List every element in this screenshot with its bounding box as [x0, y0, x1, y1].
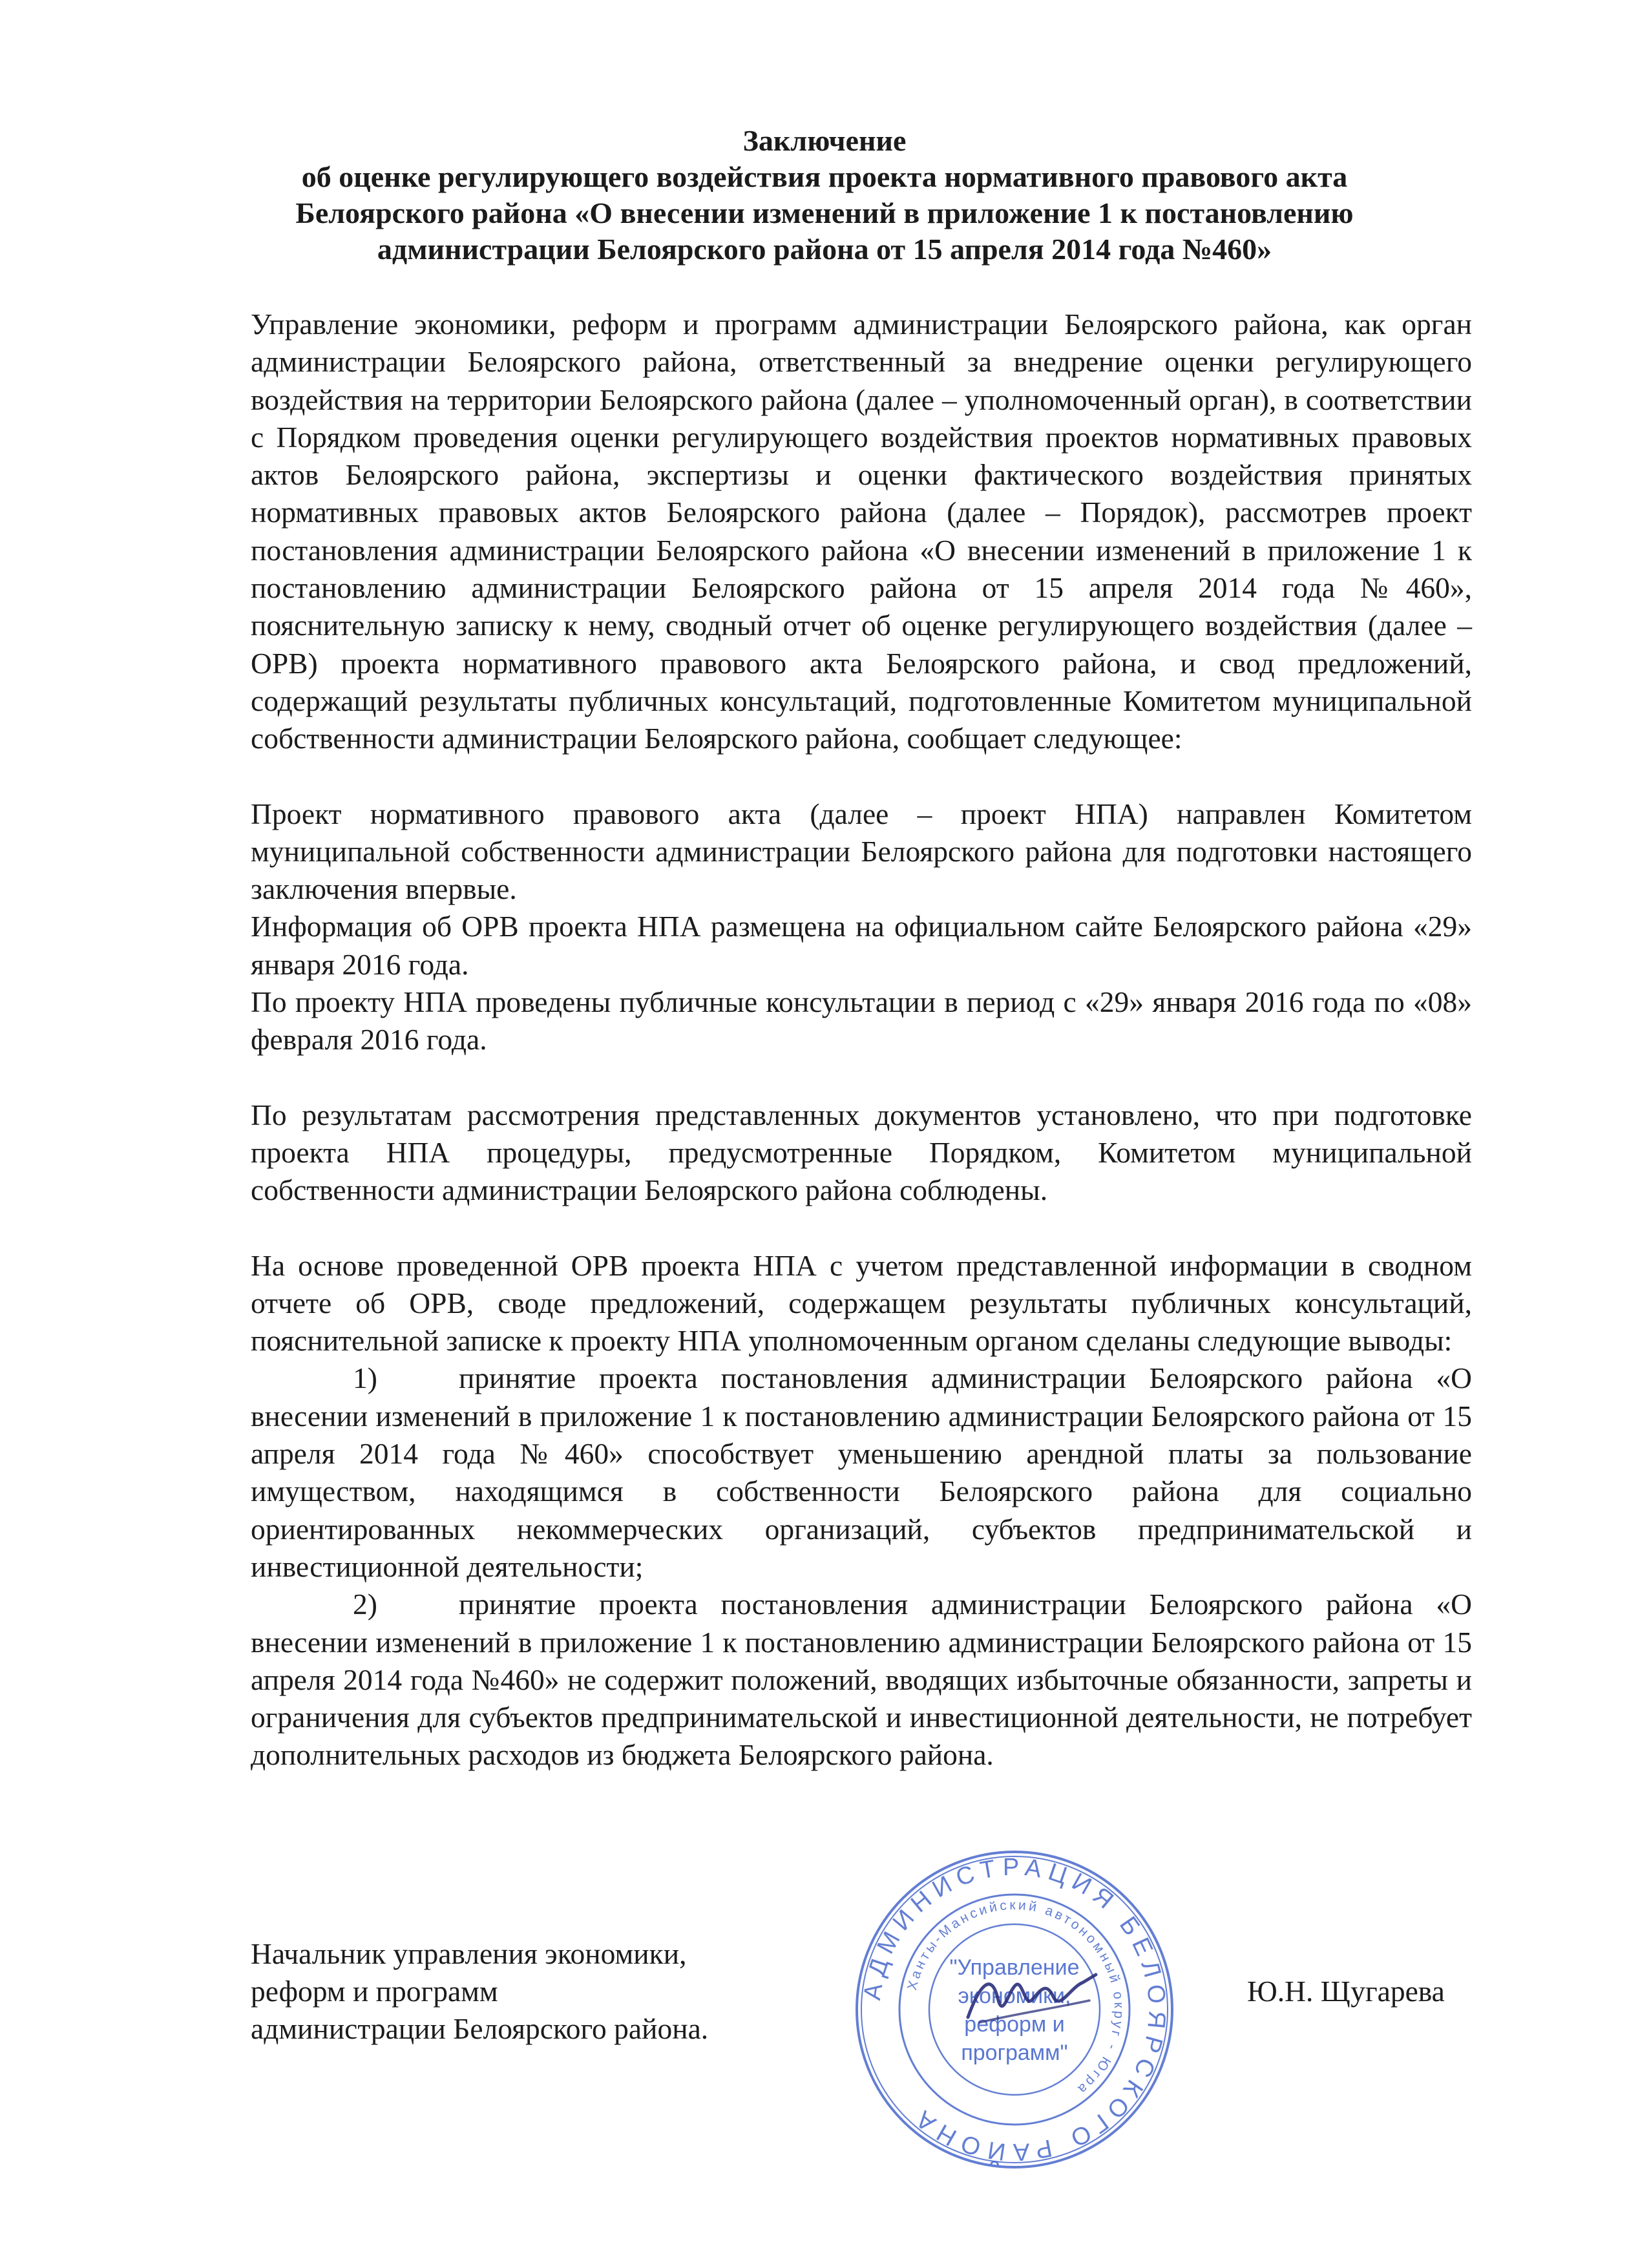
stamp-center-line: реформ и: [964, 2012, 1065, 2037]
title-line-2: об оценке регулирующего воздействия проекта нормативного правового акта: [301, 160, 1348, 193]
document-title: [0, 123, 1649, 268]
official-stamp: [853, 1848, 1176, 2171]
conclusion-text: принятие проекта постановления администрации Белоярского района «О внесении изменений в приложение 1 к постановлению администрации Белоярского района от 15 апреля 2014 года №460» способствует уменьшению арендной платы за пользование имуществом, находящимся в собственности Белоярского района для социально ориентированных некоммерческих организаций, субъектов предпринимательской и инвестиционной деятельности;: [251, 1361, 1472, 1583]
signer-position-line: Начальник управления экономики,: [251, 1937, 687, 1970]
stamp-outer-text: АДМИНИСТРАЦИЯ БЕЛОЯРСКОГО РАЙОНА: [858, 1853, 1171, 2166]
paragraph-intro: Управление экономики, реформ и программ администрации Белоярского района, как орган администрации Белоярского района, ответственный за внедрение оценки регулирующего воздействия на территории Белоярского района (далее – уполномоченный орган), в соответствии с Порядком проведения оценки регулирующего воздействия проектов нормативных правовых актов Белоярского района, экспертизы и оценки фактического воздействия принятых нормативных правовых актов Белоярского района (далее – Порядок), рассмотрев проект постановления администрации Белоярского района «О внесении изменений в приложение 1 к постановлению администрации Белоярского района от 15 апреля 2014 года №460», пояснительную записку к нему, сводный отчет об оценке регулирующего воздействия (далее – ОРВ) проекта нормативного правового акта Белоярского района, и свод предложений, содержащий результаты публичных консультаций, подготовленные Комитетом муниципальной собственности администрации Белоярского района, сообщает следующее:: [251, 308, 1472, 755]
stamp-inner-ring-text: Ханты-Мансийский автономный округ - Югра: [905, 1897, 1127, 2099]
title-heading: Заключение: [742, 124, 907, 157]
stamp-center-line: экономики,: [958, 1984, 1071, 2008]
signer-name: Ю.Н. Щугарева: [1247, 1975, 1445, 2008]
paragraph-conclusions-intro: На основе проведенной ОРВ проекта НПА с учетом представленной информации в сводном отчете об ОРВ, своде предложений, содержащем результаты публичных консультаций, пояснительной записке к проекту НПА уполномоченным органом сделаны следующие выводы:: [251, 1248, 1472, 1358]
signer-position-line: администрации Белоярского района.: [251, 2012, 709, 2045]
stamp-center-line: "Управление: [949, 1955, 1080, 1980]
signer-position-line: реформ и программ: [251, 1975, 498, 2008]
stamp-center-line: программ": [961, 2041, 1068, 2065]
title-line-4: администрации Белоярского района от 15 апреля 2014 года №460»: [377, 233, 1272, 266]
paragraph-publication: Информация об ОРВ проекта НПА размещена на официальном сайте Белоярского района «29» января 2016 года.: [251, 910, 1472, 981]
title-line-3: Белоярского района «О внесении изменений в приложение 1 к постановлению: [295, 196, 1354, 229]
document-body: [251, 306, 1472, 1774]
paragraph-consultations: По проекту НПА проведены публичные консультации в период с «29» января 2016 года по «08» февраля 2016 года.: [251, 985, 1472, 1056]
conclusion-number: 2): [353, 1588, 377, 1621]
conclusion-item-1: [251, 1360, 1472, 1586]
conclusion-text: принятие проекта постановления администрации Белоярского района «О внесении изменений в приложение 1 к постановлению администрации Белоярского района от 15 апреля 2014 года №460» не содержит положений, вводящих избыточные обязанности, запреты и ограничения для субъектов предпринимательской и инвестиционной деятельности, не потребует дополнительных расходов из бюджета Белоярского района.: [251, 1588, 1472, 1772]
conclusion-number: 1): [353, 1361, 377, 1395]
paragraph-submission: Проект нормативного правового акта (далее – проект НПА) направлен Комитетом муниципальной собственности администрации Белоярского района для подготовки настоящего заключения впервые.: [251, 797, 1472, 906]
conclusion-item-2: [251, 1586, 1472, 1774]
paragraph-review-result: По результатам рассмотрения представленных документов установлено, что при подготовке проекта НПА процедуры, предусмотренные Порядком, Комитетом муниципальной собственности администрации Белоярского района соблюдены.: [251, 1098, 1472, 1207]
signer-position: [251, 1935, 708, 2048]
